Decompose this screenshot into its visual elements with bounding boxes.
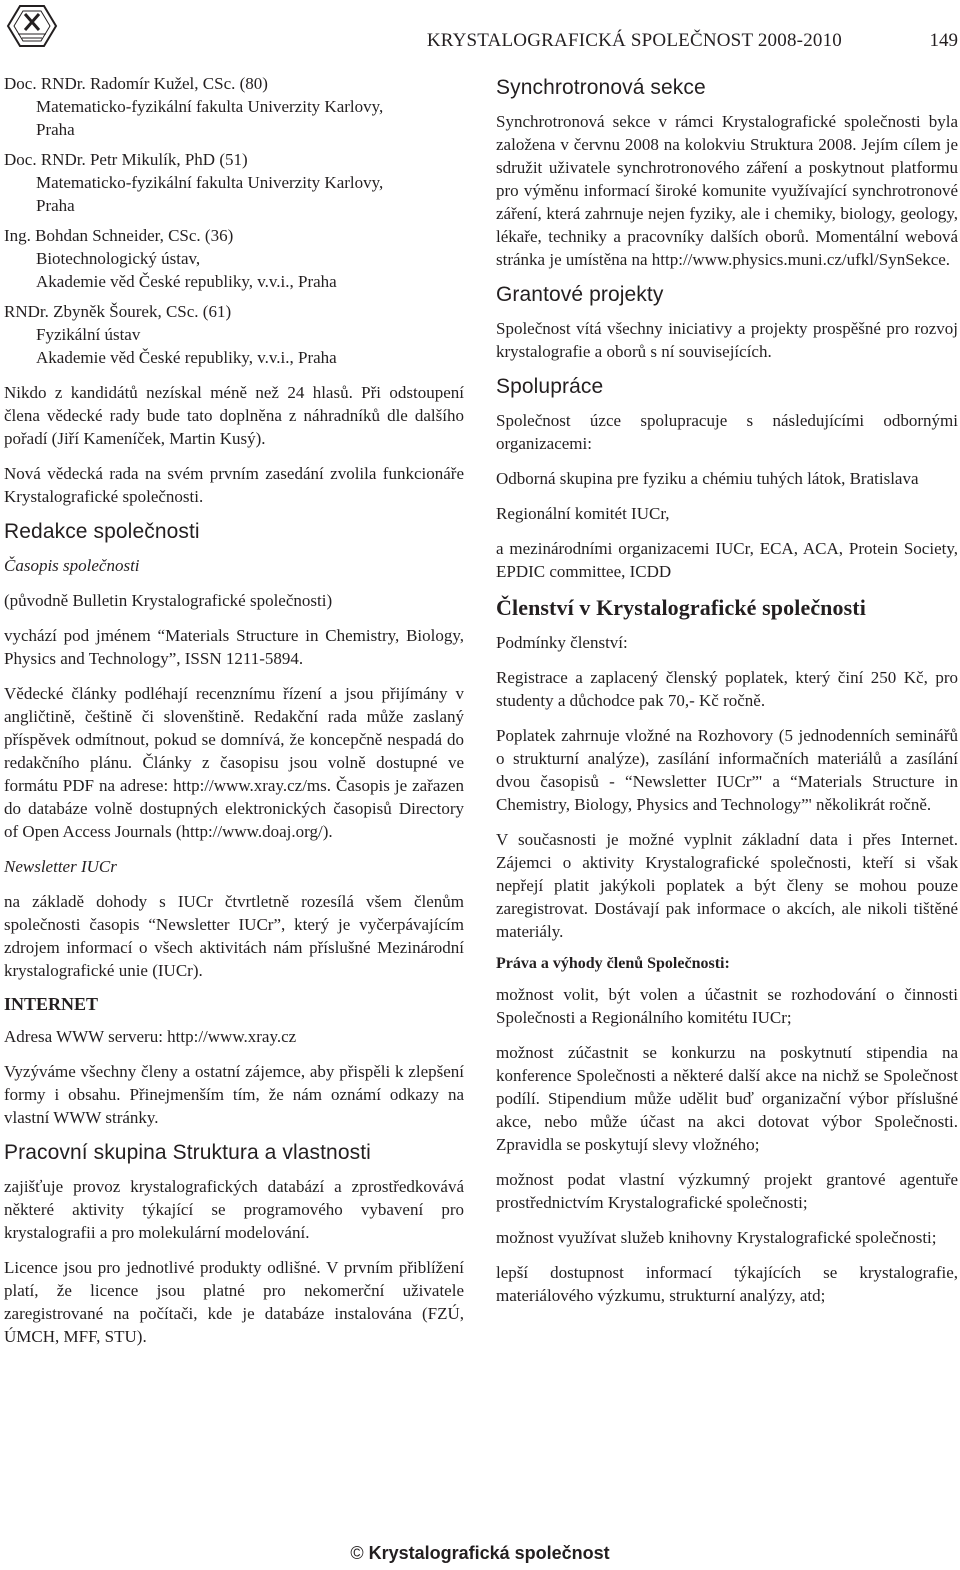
paragraph-articles: Vědecké články podléhají recenznímu řízení a jsou přijímány v angličtině, češtině či slovenštině. Redakční rada může zaslaný příspěvek odmítnout, pokud se domnívá, že koncepčně nespadá do redakčního plánu. Články z časopisu jsou volně dostupné ve formátu PDF na adrese: http://www.xray.cz/ms. Časopis je zařazen do databáze volně dostupných elektronických časopisů Directory of Open Access Journals (http://www.doaj.org/). [4,684,464,841]
journal-label: Časopis společnosti [4,556,140,575]
candidate-affiliation: Fyzikální ústav [36,325,141,344]
society-logo [6,4,58,48]
right-item: možnost využívat služeb knihovny Krystalografické společnosti; [496,1228,937,1247]
paragraph-synchrotron: Synchrotronová sekce v rámci Krystalografické společnosti byla založena v červnu 2008 na kolokviu Struktura 2008. Jejím cílem je sdružit uživatele synchrotronového záření a poskytnout platformu pro výměnu informací široké komunite využívající synchrotronové záření, která zahrnuje nejen fyziky, ale i chemiky, biology, geology, lékaře, techniky a pracovníky dalších oborů. Momentální webová stránka je umístěna na http://www.physics.muni.cz/ufkl/SynSekce. [496,112,958,269]
paragraph-grants: Společnost vítá všechny iniciativy a projekty prospěšné pro rozvoj krystalografie a oborů s ní souvisejících. [496,319,958,361]
candidate-affiliation: Matematicko-fyzikální fakulta Univerzity Karlovy, [36,173,384,192]
left-column [4,72,464,1360]
paragraph-www-address: Adresa WWW serveru: http://www.xray.cz [4,1027,297,1046]
paragraph-formerly: (původně Bulletin Krystalografické společnosti) [4,591,333,610]
heading-working-group: Pracovní skupina Struktura a vlastnosti [4,1141,371,1164]
candidate-name: Doc. RNDr. Petr Mikulík, PhD (51) [4,150,248,169]
paragraph-fee: Poplatek zahrnuje vložné na Rozhovory (5 jednodenních seminářů o strukturní analýze), zasílání informačních materiálů a zasílání dvou časopisů - “Newsletter IUCr”' a “Materials Structure in Chemistry, Biology, Physics and Technology”' několikrát ročně. [496,726,958,814]
running-head: KRYSTALOGRAFICKÁ SPOLEČNOST 2008-2010 [426,30,842,51]
newsletter-label: Newsletter IUCr [4,857,117,876]
candidate [4,148,464,217]
candidate-city: Akademie věd České republiky, v.v.i., Praha [36,272,337,291]
page-number: 149 [929,30,958,51]
candidate [4,72,464,141]
heading-redakce: Redakce společnosti [4,520,200,543]
right-item: možnost zúčastnit se konkurzu na poskytnutí stipendia na konference Společnosti a některé další akce na nichž se Společnost podílí. Stipendium může udělit buď organizační výbor příslušné akce, nebo může účast na akci dotovat výbor Společnosti. Zpravidla se poskytují slevy vložného; [496,1043,958,1154]
candidate-affiliation: Biotechnologický ústav, [36,249,201,268]
candidate-affiliation: Matematicko-fyzikální fakulta Univerzity Karlovy, [36,97,384,116]
paragraph-published-as: vychází pod jménem “Materials Structure in Chemistry, Biology, Physics and Technology”, ISSN 1211-5894. [4,626,464,668]
paragraph-cooperation: Společnost úzce spolupracuje s následujícími odbornými organizacemi: [496,411,958,453]
heading-cooperation: Spolupráce [496,375,604,398]
paragraph-licences: Licence jsou pro jednotlivé produkty odlišné. V prvním přiblížení platí, že licence jsou platné pro nekomerční uživatele zaregistrované na počítači, kde je databáze instalována (FZÚ, ÚMCH, MFF, STU). [4,1258,464,1346]
copyright-icon: © [350,1543,364,1563]
heading-internet: INTERNET [4,994,99,1014]
paragraph-conditions: Podmínky členství: [496,633,628,652]
paragraph-online: V současnosti je možné vyplnit základní data i přes Internet. Zájemci o aktivity Krystalografické společnosti, kteří si však nepřejí platit jakýkoli poplatek a být členy se mohou pouze zaregistrovat. Dostávají pak informace o akcích, ale nikoli tištěné materiály. [496,830,958,941]
footer [0,1543,960,1564]
paragraph-registration: Registrace a zaplacený členský poplatek, který činí 250 Kč, pro studenty a důchodce pak 70,- Kč ročně. [496,668,958,710]
candidate-name: Doc. RNDr. Radomír Kužel, CSc. (80) [4,74,268,93]
candidate [4,300,464,369]
right-item: možnost volit, být volen a účastnit se rozhodování o činnosti Společnosti a Regionálního komitétu IUCr; [496,985,958,1027]
heading-member-rights: Práva a výhody členů Společnosti: [496,955,730,972]
candidate-name: RNDr. Zbyněk Šourek, CSc. (61) [4,302,232,321]
paragraph-databases: zajišťuje provoz krystalografických databází a zprostředkovává některé aktivity týkající se programového vybavení pro krystalografii a pro molekulární modelování. [4,1177,464,1242]
right-item: lepší dostupnost informací týkajících se krystalografie, materiálového výzkumu, strukturní analýzy, atd; [496,1263,958,1305]
candidate-city: Praha [36,120,75,139]
paragraph-bratislava-group: Odborná skupina pre fyziku a chémiu tuhých látok, Bratislava [496,469,919,488]
paragraph-newsletter: na základě dohody s IUCr čtvrtletně rozesílá všem členům společnosti časopis “Newsletter IUCr”, který je vyčerpávajícím zdrojem informací o všech aktivitách nám příslušné Mezinárodní krystalografické unie (IUCr). [4,892,464,980]
candidate [4,224,464,293]
paragraph-call-to-members: Vyzýváme všechny členy a ostatní zájemce, aby přispěli k zlepšení formy i obsahu. Přinejmenším tím, že nám oznámí odkazy na vlastní WWW stránky. [4,1062,464,1127]
heading-membership: Členství v Krystalografické společnosti [496,595,866,620]
right-item: možnost podat vlastní výzkumný projekt grantové agentuře prostřednictvím Krystalografické společnosti; [496,1170,958,1212]
paragraph-new-board: Nová vědecká rada na svém prvním zasedání zvolila funkcionáře Krystalografické společnosti. [4,464,464,506]
paragraph-regional-committee: Regionální komitét IUCr, [496,504,670,523]
footer-text: Krystalografická společnost [368,1543,610,1563]
heading-synchrotron: Synchrotronová sekce [496,76,706,99]
heading-grants: Grantové projekty [496,283,664,306]
paragraph-votes: Nikdo z kandidátů nezískal méně než 24 hlasů. Při odstoupení člena vědecké rady bude tato doplněna z náhradníků dle dalšího pořadí (Jiří Kameníček, Martin Kusý). [4,383,464,448]
paragraph-international-orgs: a mezinárodními organizacemi IUCr, ECA, ACA, Protein Society, EPDIC committee, ICDD [496,539,958,581]
right-column [496,72,958,1319]
candidate-city: Akademie věd České republiky, v.v.i., Praha [36,348,337,367]
candidate-city: Praha [36,196,75,215]
candidate-name: Ing. Bohdan Schneider, CSc. (36) [4,226,234,245]
